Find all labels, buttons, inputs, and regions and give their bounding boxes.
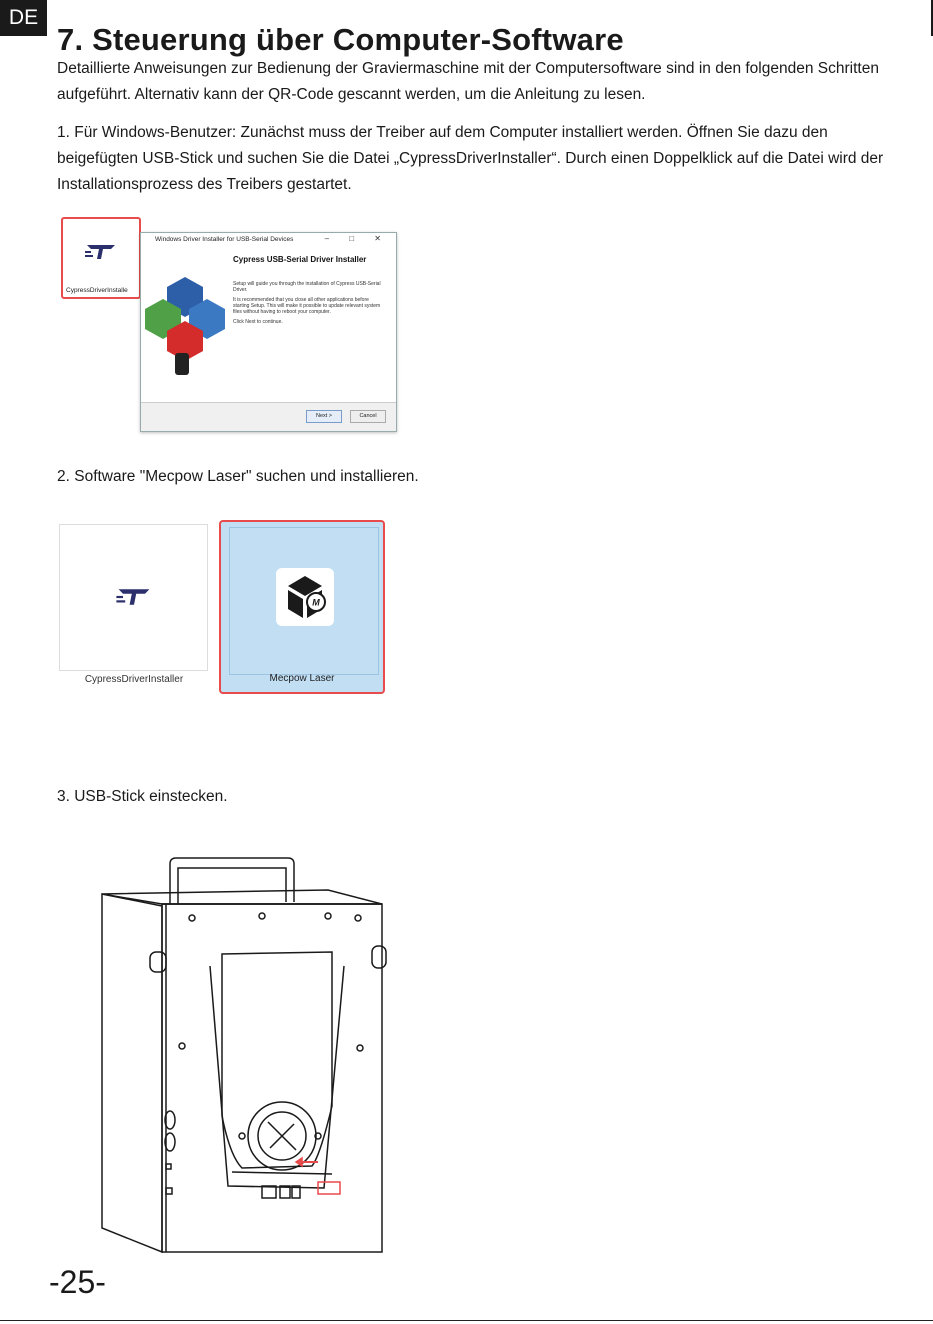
svg-text:M: M bbox=[312, 597, 320, 608]
driver-file-icon-highlight[interactable] bbox=[61, 217, 141, 299]
installer-window-title: Windows Driver Installer for USB-Serial Devices bbox=[155, 236, 294, 243]
mecpow-laser-tile[interactable] bbox=[219, 520, 385, 694]
driver-file-label: CypressDriverInstalle bbox=[66, 287, 128, 294]
installer-footer bbox=[141, 402, 396, 431]
step-2-text: 2. Software "Mecpow Laser" suchen und installieren. bbox=[57, 468, 419, 485]
step-3-text: 3. USB-Stick einstecken. bbox=[57, 788, 228, 805]
installer-body bbox=[233, 281, 383, 329]
page-title: 7. Steuerung über Computer-Software bbox=[57, 22, 624, 57]
cypress-logo-icon bbox=[81, 237, 121, 267]
step-1-text: 1. Für Windows-Benutzer: Zunächst muss der Treiber auf dem Computer installiert werden. Öffnen Sie dazu den beigefügten USB-Stick und suchen Sie die Datei „CypressDriverInstaller“. Durch einen Doppelklick auf die Datei wird der Installationsprozess des Treibers gestartet. bbox=[57, 124, 884, 193]
engraver-machine-illustration bbox=[92, 856, 392, 1256]
installer-text-2: It is recommended that you close all other applications before starting Setup. This will make it possible to update relevant system files without having to reboot your computer. bbox=[233, 297, 381, 315]
mecpow-laser-label: Mecpow Laser bbox=[269, 673, 335, 684]
driver-file-tile[interactable] bbox=[59, 524, 208, 671]
page-number: -25- bbox=[49, 1264, 106, 1300]
window-controls[interactable]: – □ ✕ bbox=[324, 234, 390, 243]
driver-file-tile-label: CypressDriverInstaller bbox=[84, 674, 184, 685]
language-tab: DE bbox=[0, 0, 47, 36]
intro-paragraph: Detaillierte Anweisungen zur Bedienung der Graviermaschine mit der Computersoftware sind in den folgenden Schritten aufgeführt. Alternativ kann der QR-Code gescannt werden, um die Anleitung zu lesen. bbox=[57, 60, 879, 103]
cypress-logo-icon bbox=[112, 580, 156, 614]
mecpow-app-icon bbox=[276, 568, 334, 626]
installer-text-3: Click Next to continue. bbox=[233, 319, 283, 325]
cypress-hexagon-graphic bbox=[145, 273, 231, 383]
cancel-button[interactable]: Cancel bbox=[350, 410, 386, 423]
installer-window bbox=[140, 232, 397, 432]
installer-heading: Cypress USB-Serial Driver Installer bbox=[233, 255, 367, 264]
installer-text-1: Setup will guide you through the installation of Cypress USB-Serial Driver. bbox=[233, 281, 381, 293]
footer-rule bbox=[0, 1320, 933, 1321]
next-button[interactable]: Next > bbox=[306, 410, 342, 423]
